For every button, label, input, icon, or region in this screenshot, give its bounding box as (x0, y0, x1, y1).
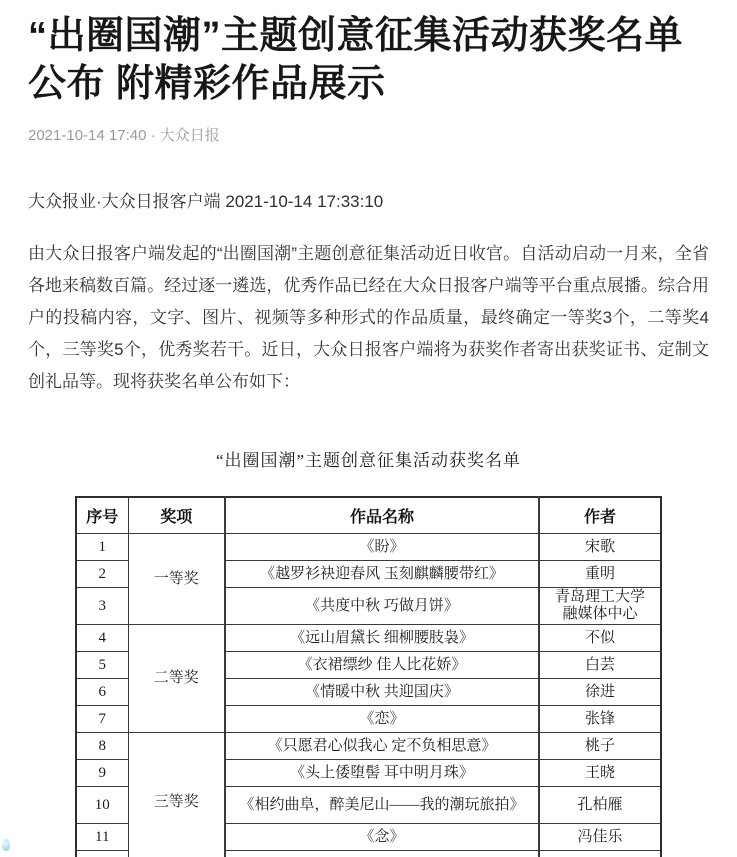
byline: 大众报业·大众日报客户端 2021-10-14 17:33:10 (28, 192, 384, 211)
cell-serial (76, 851, 128, 857)
cell-serial: 8 (76, 733, 128, 760)
cell-work: 《情暖中秋 共迎国庆》 (225, 679, 539, 706)
article-paragraph: 由大众日报客户端发起的“出圈国潮”主题创意征集活动近日收官。自活动启动一月来，全省各地来稿数百篇。经过逐一遴选，优秀作品已经在大众日报客户端等平台重点展播。综合用户的投稿内容，文字、图片、视频等多种形式的作品质量，最终确定一等奖3个，二等奖4个，三等奖5个，优秀奖若干。近日，大众日报客户端将为获奖作者寄出获奖证书、定制文创礼品等。现将获奖名单公布如下： (28, 244, 709, 391)
cell-work: 《衣裙缥纱 佳人比花娇》 (225, 652, 539, 679)
cell-author: 王晓 (539, 760, 661, 787)
table-row (76, 625, 661, 652)
header-serial: 序号 (76, 497, 128, 534)
cell-award: 二等奖 (128, 625, 225, 733)
cell-work: 《念》 (225, 824, 539, 851)
cell-serial: 6 (76, 679, 128, 706)
cell-work: 《相约曲阜，醉美尼山——我的潮玩旅拍》 (225, 787, 539, 824)
article-title (28, 12, 709, 108)
cell-award: 三等奖 (128, 733, 225, 857)
cell-work: 《越罗衫袂迎春风 玉刻麒麟腰带红》 (225, 561, 539, 588)
cell-work: 《头上倭堕髻 耳中明月珠》 (225, 760, 539, 787)
cell-author: 徐进 (539, 679, 661, 706)
awards-table-title: “出圈国潮”主题创意征集活动获奖名单 (215, 451, 522, 470)
cell-author: 重明 (539, 561, 661, 588)
cell-author: 桃子 (539, 733, 661, 760)
cell-serial: 1 (76, 534, 128, 561)
cell-award: 一等奖 (128, 534, 225, 625)
cell-work (225, 851, 539, 857)
awards-table-body (76, 534, 661, 857)
cell-work: 《只愿君心似我心 定不负相思意》 (225, 733, 539, 760)
awards-table (75, 496, 662, 857)
cell-serial: 2 (76, 561, 128, 588)
table-header-row (76, 497, 661, 534)
cell-work: 《共度中秋 巧做月饼》 (225, 588, 539, 625)
cell-serial: 10 (76, 787, 128, 824)
blue-drop-artifact (2, 839, 10, 851)
cell-work: 《盼》 (225, 534, 539, 561)
cell-work: 《远山眉黛长 细柳腰肢袅》 (225, 625, 539, 652)
cell-author (539, 851, 661, 857)
cell-author: 张锋 (539, 706, 661, 733)
cell-serial: 3 (76, 588, 128, 625)
cell-serial: 4 (76, 625, 128, 652)
cell-serial: 7 (76, 706, 128, 733)
cell-work: 《恋》 (225, 706, 539, 733)
header-award: 奖项 (128, 497, 225, 534)
publish-date: 2021-10-14 17:40 · 大众日报 (28, 127, 220, 144)
header-author: 作者 (539, 497, 661, 534)
cell-author: 不似 (539, 625, 661, 652)
cell-serial: 9 (76, 760, 128, 787)
article-title-line-1: “出圈国潮”主题创意征集活动获奖名单 (28, 15, 684, 57)
article-title-line-2: 公布 附精彩作品展示 (28, 63, 386, 105)
awards-table-figure (28, 446, 709, 857)
cell-author: 宋歌 (539, 534, 661, 561)
cell-author: 孔柏雁 (539, 787, 661, 824)
header-work: 作品名称 (225, 497, 539, 534)
cell-author: 青岛理工大学融媒体中心 (539, 588, 661, 625)
cell-author: 冯佳乐 (539, 824, 661, 851)
cell-serial: 5 (76, 652, 128, 679)
table-row (76, 534, 661, 561)
table-row (76, 733, 661, 760)
cell-author: 白芸 (539, 652, 661, 679)
cell-serial: 11 (76, 824, 128, 851)
